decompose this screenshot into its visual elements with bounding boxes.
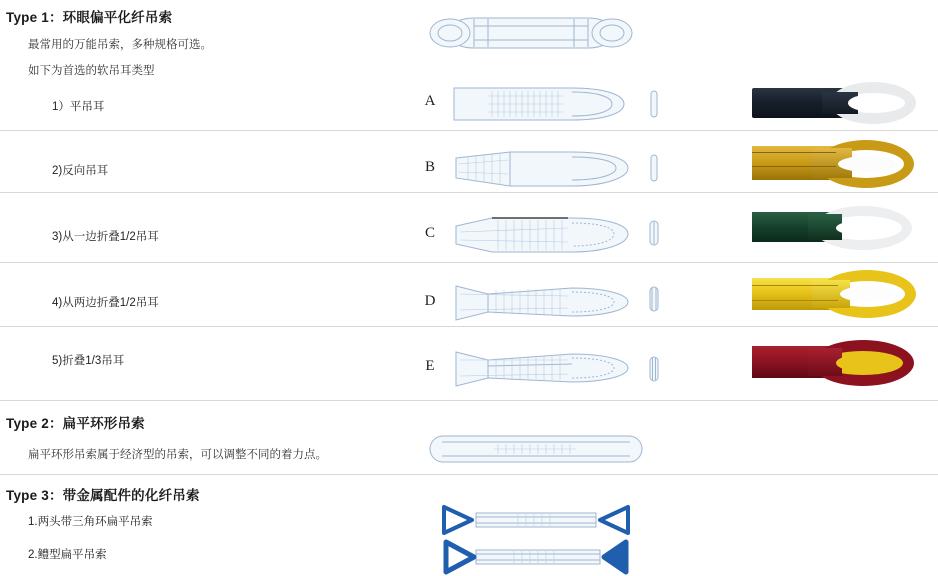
section-desc-type1-line2: 如下为首选的软吊耳类型 [28, 65, 155, 77]
section-desc-type2: 扁平环形吊索属于经济型的吊索，可以调整不同的着力点。 [28, 449, 327, 461]
photo-fold-half-both-sides [752, 270, 920, 322]
item-label-type3-1: 1.两头带三角环扁平吊索 [28, 516, 153, 528]
divider-4 [0, 326, 938, 327]
diagram-type1-header [428, 14, 634, 52]
diagram-section-e [646, 356, 662, 382]
section-title-type1: Type 1：环眼偏平化纤吊索 [6, 10, 173, 25]
item-letter-1: A [424, 93, 436, 109]
diagram-section-c [646, 220, 662, 246]
section-desc-type1-line1: 最常用的万能吊索，多种规格可选。 [28, 39, 212, 51]
divider-1 [0, 130, 938, 131]
diagram-section-d [646, 286, 662, 312]
row-type1-item-2 [0, 138, 938, 192]
diagram-choker-sling [428, 540, 644, 576]
item-label-4: 4)从两边折叠1/2吊耳 [52, 297, 159, 309]
diagram-endless-sling [428, 428, 644, 470]
row-type1-item-3 [0, 200, 938, 260]
item-label-3: 3)从一边折叠1/2吊耳 [52, 231, 159, 243]
divider-3 [0, 262, 938, 263]
diagram-fold-half-both-sides [452, 276, 642, 324]
section-title-type3: Type 3：带金属配件的化纤吊索 [6, 488, 200, 503]
diagram-fold-half-one-side [452, 210, 642, 258]
diagram-triangle-both-ends [428, 505, 644, 535]
diagram-fold-third [452, 340, 642, 390]
divider-2 [0, 192, 938, 193]
item-label-type3-2: 2.鳢型扁平吊索 [28, 549, 107, 561]
item-letter-5: E [425, 358, 435, 374]
section-title-type2: Type 2：扁平环形吊索 [6, 416, 145, 431]
diagram-section-a [648, 90, 662, 118]
row-type1-item-5 [0, 334, 938, 396]
item-letter-2: B [424, 159, 435, 175]
row-type1-item-4 [0, 268, 938, 326]
item-label-2: 2)反向吊耳 [52, 165, 109, 177]
item-label-5: 5)折叠1/3吊耳 [52, 355, 125, 367]
photo-reversed-eye [752, 140, 920, 192]
item-letter-4: D [424, 293, 436, 309]
row-type1-item-1 [0, 76, 938, 130]
divider-6 [0, 474, 938, 475]
item-label-1: 1）平吊耳 [52, 101, 105, 113]
diagram-reversed-eye [452, 144, 642, 192]
divider-5 [0, 400, 938, 401]
diagram-flat-eye [452, 82, 642, 126]
photo-fold-third [752, 340, 920, 392]
item-letter-3: C [424, 225, 435, 241]
photo-fold-half-one-side [752, 206, 920, 254]
photo-flat-eye [752, 80, 920, 128]
diagram-section-b [648, 154, 662, 182]
